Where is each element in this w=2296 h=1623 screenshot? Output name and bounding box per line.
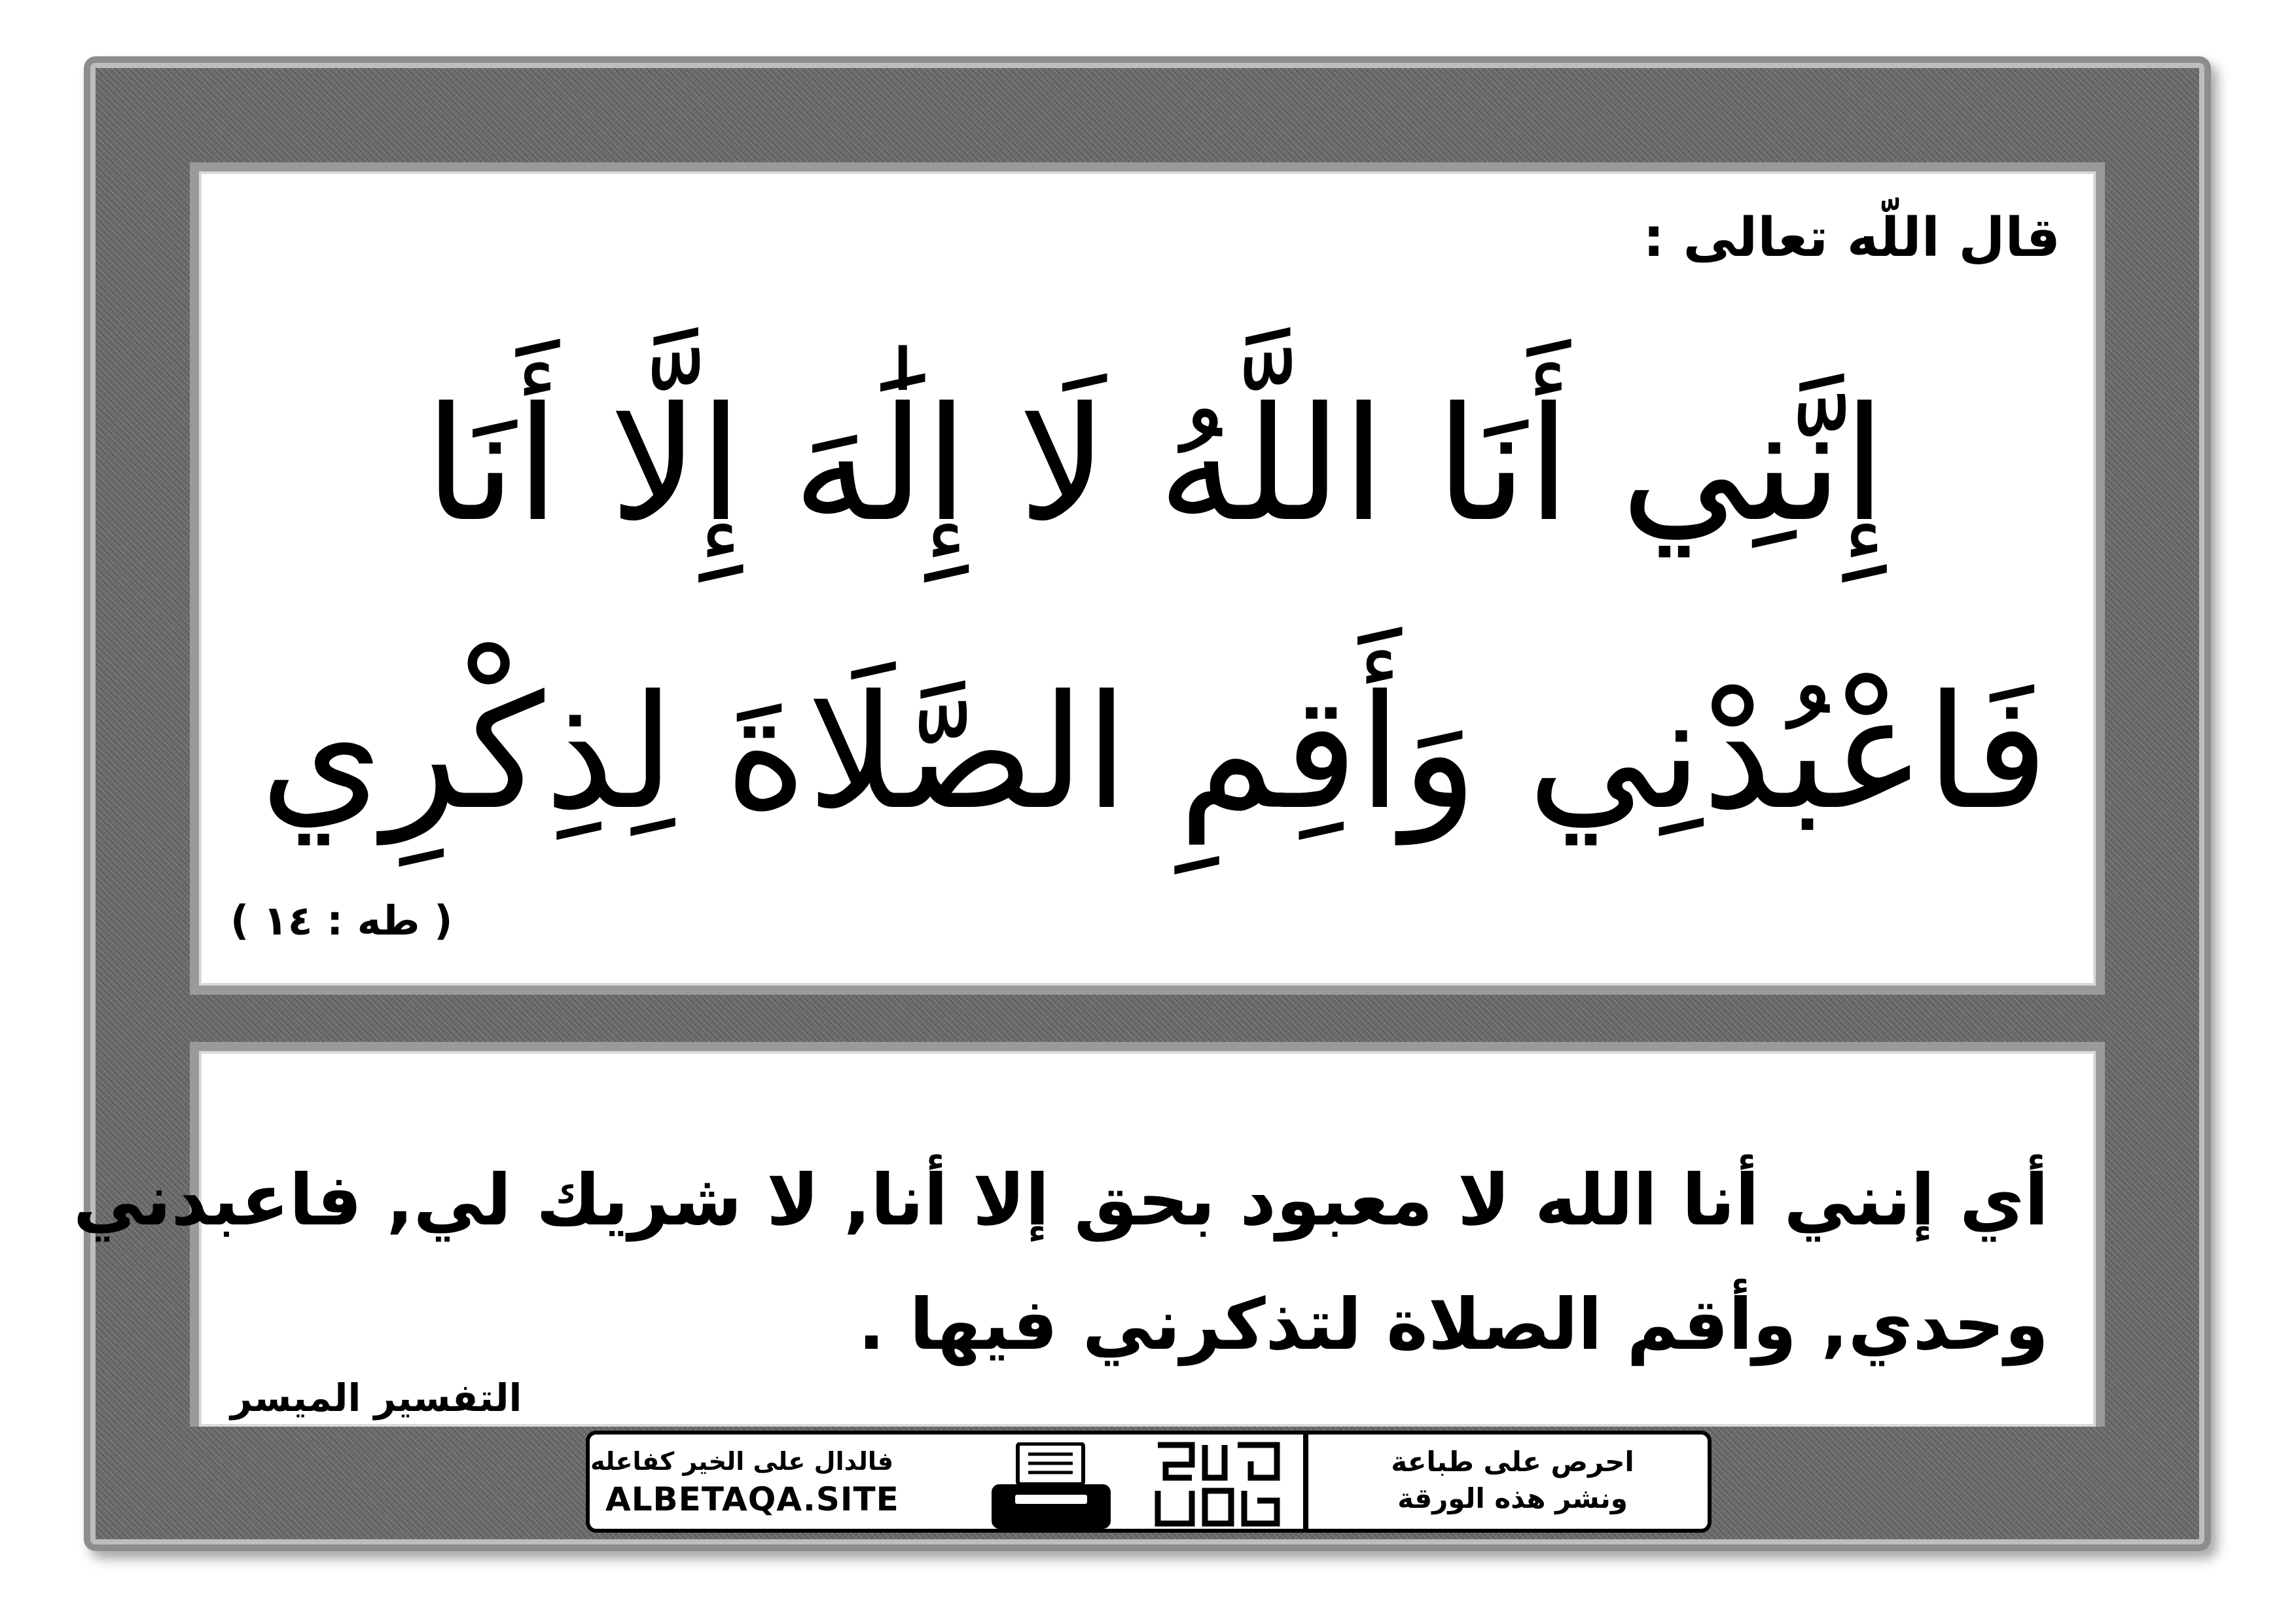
tafsir-line-2: وحدي, وأقم الصلاة لتذكرني فيها . (857, 1284, 2049, 1366)
footer-divider (1303, 1435, 1308, 1529)
verse-line-1: إِنَّنِي أَنَا اللَّهُ لَا إِلَٰهَ إِلَّا أَنَا (424, 373, 1886, 556)
tafsir-source: التفسير الميسر (230, 1376, 522, 1420)
footer-tagline: فالدال على الخير كفاعله (590, 1447, 893, 1476)
verse-panel (190, 162, 2105, 995)
tafsir-line-1: أي إنني أنا الله لا معبود بحق إلا أنا, لا شريك لي, فاعبدني (73, 1160, 2049, 1241)
footer-note-line-1: احرص على طباعة (1391, 1446, 1634, 1478)
verse-intro: قال اللّه تعالى : (1643, 207, 2060, 269)
logo-icon (1153, 1438, 1283, 1530)
footer-banner (586, 1431, 1712, 1533)
verse-line-2: فَاعْبُدْنِي وَأَقِمِ الصَّلَاةَ لِذِكْرِي (260, 661, 2049, 844)
footer-site-block (590, 1444, 899, 1522)
printer-icon (989, 1442, 1113, 1531)
footer-note-line-2: ونشر هذه الورقة (1397, 1482, 1628, 1514)
footer-site-url[interactable]: ALBETAQA.SITE (605, 1480, 899, 1518)
footer-note (1316, 1444, 1709, 1522)
verse-reference: ( طه : ١٤ ) (230, 897, 453, 944)
